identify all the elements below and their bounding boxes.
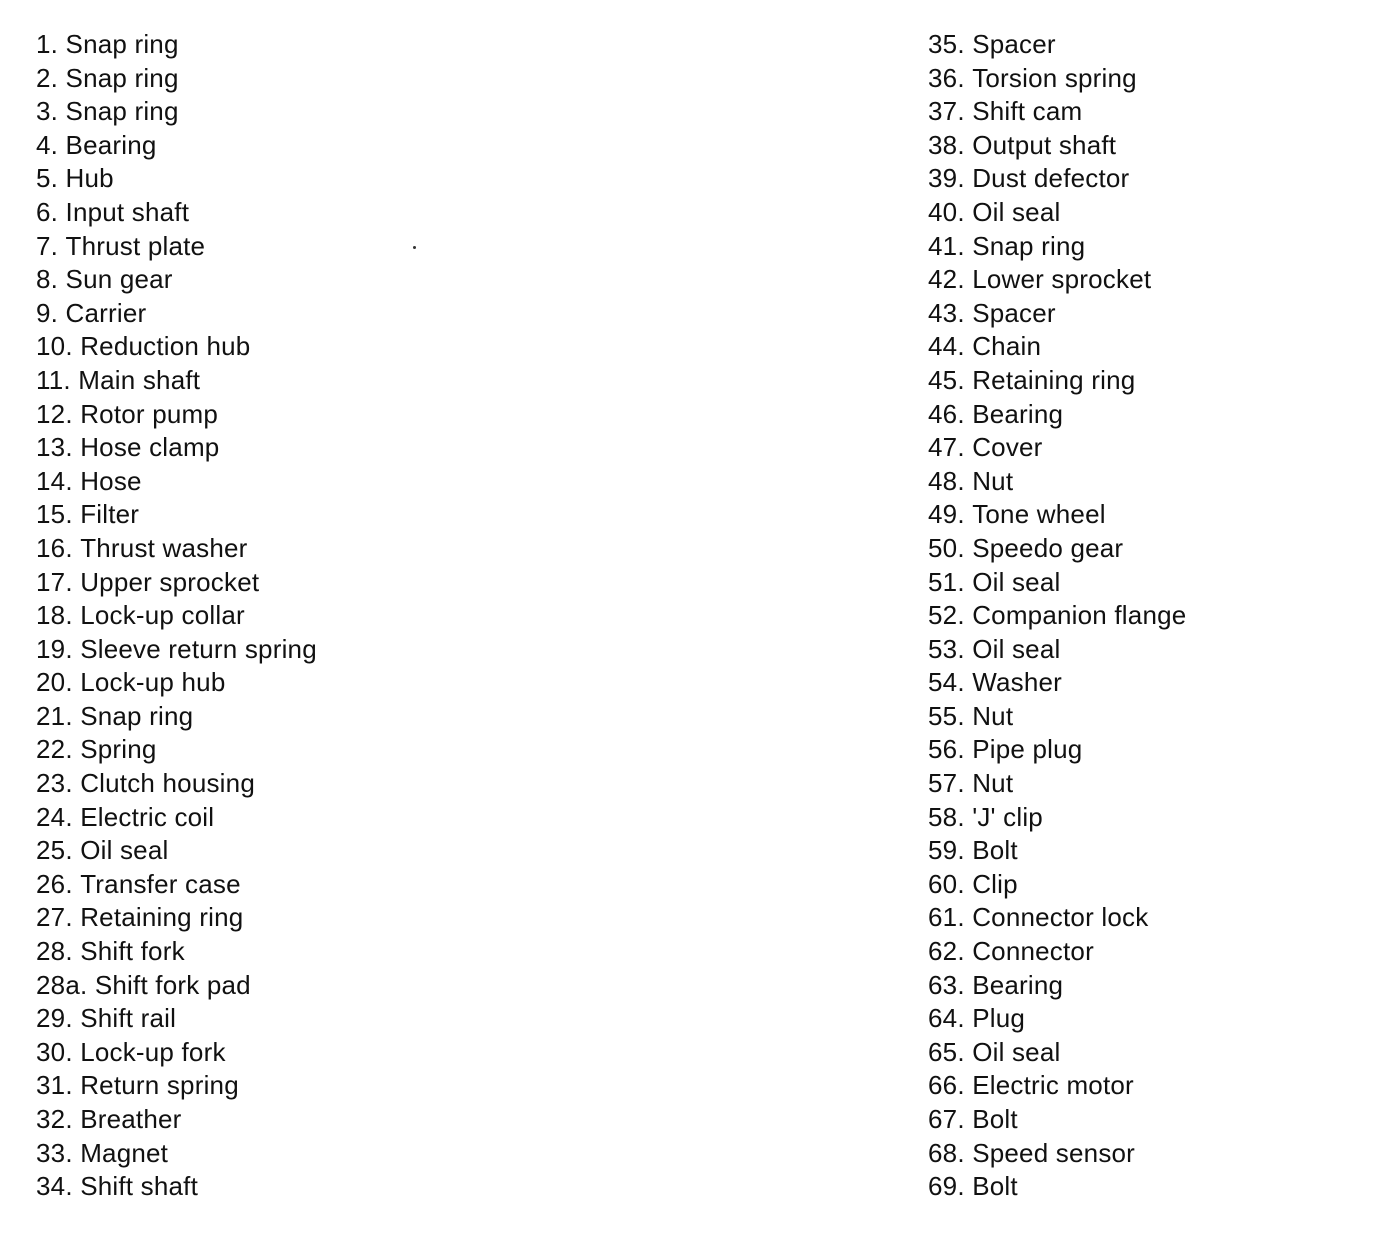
part-name: Oil seal — [80, 835, 169, 866]
part-name: Nut — [972, 768, 1014, 799]
part-number: 39. — [928, 163, 965, 194]
part-name: Bearing — [65, 129, 157, 160]
parts-list-left — [36, 28, 556, 1204]
part-number: 59. — [928, 835, 965, 866]
part-name: Bolt — [972, 1171, 1018, 1202]
part-number: 17. — [36, 566, 73, 597]
part-list-item — [928, 431, 1348, 465]
part-list-item — [36, 1069, 556, 1103]
part-list-item — [928, 1069, 1348, 1103]
part-number: 28. — [36, 936, 73, 967]
part-number: 52. — [928, 600, 965, 631]
part-name: Clip — [972, 868, 1018, 899]
part-number: 43. — [928, 297, 965, 328]
part-list-item — [36, 666, 556, 700]
part-list-item — [36, 935, 556, 969]
part-number: 12. — [36, 398, 73, 429]
part-name: Snap ring — [80, 700, 194, 731]
part-name: Shift fork — [80, 936, 185, 967]
part-name: Oil seal — [972, 196, 1061, 227]
part-list-item — [36, 263, 556, 297]
part-list-item — [36, 868, 556, 902]
part-number: 56. — [928, 734, 965, 765]
part-list-item — [36, 1170, 556, 1204]
part-name: Bearing — [972, 398, 1064, 429]
part-list-item — [928, 1103, 1348, 1137]
part-name: Electric coil — [80, 801, 215, 832]
part-number: 57. — [928, 768, 965, 799]
part-list-item — [36, 330, 556, 364]
part-name: Upper sprocket — [80, 566, 260, 597]
part-list-item — [36, 364, 556, 398]
part-name: Thrust plate — [65, 230, 206, 261]
part-name: Thrust washer — [80, 532, 248, 563]
part-list-item — [928, 1170, 1348, 1204]
part-list-item — [928, 1137, 1348, 1171]
part-name: Oil seal — [972, 633, 1061, 664]
part-number: 58. — [928, 801, 965, 832]
part-name: Snap ring — [65, 62, 179, 93]
part-number: 38. — [928, 129, 965, 160]
part-name: Output shaft — [972, 129, 1117, 160]
part-name: Rotor pump — [80, 398, 219, 429]
part-number: 22. — [36, 734, 73, 765]
part-name: Speedo gear — [972, 532, 1124, 563]
part-list-item — [928, 700, 1348, 734]
part-list-item — [36, 1036, 556, 1070]
part-number: 7. — [36, 230, 59, 261]
part-number: 54. — [928, 667, 965, 698]
part-list-item — [36, 599, 556, 633]
part-number: 32. — [36, 1104, 73, 1134]
part-number: 18. — [36, 600, 73, 631]
part-number: 50. — [928, 532, 965, 563]
part-list-item — [928, 532, 1348, 566]
part-list-item — [928, 364, 1348, 398]
part-list-item — [928, 633, 1348, 667]
part-number: 5. — [36, 163, 59, 194]
part-number: 47. — [928, 432, 965, 463]
part-number: 31. — [36, 1070, 73, 1101]
part-list-item — [36, 1137, 556, 1171]
part-number: 48. — [928, 465, 965, 496]
part-number: 69. — [928, 1171, 965, 1202]
part-name: Lock-up fork — [80, 1036, 226, 1067]
part-number: 14. — [36, 465, 73, 496]
part-name: Input shaft — [65, 196, 190, 227]
part-number: 9. — [36, 297, 59, 328]
part-number: 19. — [36, 633, 73, 664]
part-number: 33. — [36, 1137, 73, 1168]
part-list-item — [928, 263, 1348, 297]
part-number: 16. — [36, 532, 73, 563]
part-list-item — [36, 834, 556, 868]
part-number: 29. — [36, 1003, 73, 1034]
part-name: Torsion spring — [972, 62, 1137, 93]
part-number: 51. — [928, 566, 965, 597]
part-name: Nut — [972, 700, 1014, 731]
part-number: 44. — [928, 331, 965, 362]
part-list-item — [928, 398, 1348, 432]
part-list-item — [928, 330, 1348, 364]
part-name: Chain — [972, 331, 1042, 362]
part-number: 3. — [36, 96, 59, 127]
part-number: 11. — [36, 364, 71, 395]
part-number: 4. — [36, 129, 59, 160]
part-list-item — [36, 431, 556, 465]
part-name: Nut — [972, 465, 1014, 496]
part-list-item — [36, 28, 556, 62]
part-list-item — [928, 230, 1348, 264]
part-list-item — [928, 801, 1348, 835]
part-name: Snap ring — [65, 96, 179, 127]
part-list-item — [36, 95, 556, 129]
part-number: 23. — [36, 768, 73, 799]
part-name: Cover — [972, 432, 1043, 463]
part-number: 65. — [928, 1036, 965, 1067]
part-name: Retaining ring — [80, 902, 244, 933]
part-name: Bolt — [972, 1104, 1018, 1134]
part-name: Pipe plug — [972, 734, 1083, 765]
part-number: 13. — [36, 432, 73, 463]
part-name: Lock-up collar — [80, 600, 245, 631]
part-name: Spacer — [972, 297, 1056, 328]
part-number: 46. — [928, 398, 965, 429]
part-list-item — [928, 868, 1348, 902]
part-list-item — [928, 1002, 1348, 1036]
part-number: 6. — [36, 196, 59, 227]
part-list-item — [928, 95, 1348, 129]
part-number: 68. — [928, 1137, 965, 1168]
part-number: 55. — [928, 700, 965, 731]
part-number: 8. — [36, 264, 59, 295]
part-list-item — [928, 901, 1348, 935]
part-list-item — [928, 566, 1348, 600]
part-number: 24. — [36, 801, 73, 832]
part-number: 25. — [36, 835, 73, 866]
part-list-item — [36, 901, 556, 935]
part-list-item — [36, 498, 556, 532]
part-name: Washer — [972, 667, 1063, 698]
part-list-item — [928, 599, 1348, 633]
part-name: Bolt — [972, 835, 1018, 866]
part-number: 42. — [928, 264, 965, 295]
part-number: 34. — [36, 1171, 73, 1202]
part-list-item — [36, 398, 556, 432]
part-list-item — [36, 767, 556, 801]
part-list-item — [36, 196, 556, 230]
part-number: 15. — [36, 499, 73, 530]
part-list-item — [928, 935, 1348, 969]
part-list-item — [36, 297, 556, 331]
part-list-item — [928, 465, 1348, 499]
part-number: 20. — [36, 667, 73, 698]
part-name: Reduction hub — [80, 331, 251, 362]
part-name: Oil seal — [972, 1036, 1061, 1067]
part-list-item — [36, 733, 556, 767]
part-name: Hose clamp — [80, 432, 220, 463]
part-name: Lock-up hub — [80, 667, 226, 698]
part-list-item — [36, 700, 556, 734]
part-name: Oil seal — [972, 566, 1061, 597]
part-name: Shift fork pad — [94, 969, 251, 1000]
part-list-item — [928, 62, 1348, 96]
part-name: Shift shaft — [80, 1171, 199, 1202]
part-number: 1. — [36, 29, 59, 59]
part-name: Snap ring — [65, 29, 179, 59]
part-list-item — [928, 834, 1348, 868]
part-name: Breather — [80, 1104, 182, 1134]
part-list-item — [36, 532, 556, 566]
part-name: 'J' clip — [972, 801, 1043, 832]
part-list-item — [928, 129, 1348, 163]
part-name: Companion flange — [972, 600, 1187, 631]
part-list-item — [928, 969, 1348, 1003]
part-number: 2. — [36, 62, 59, 93]
part-list-item — [928, 297, 1348, 331]
part-list-item — [928, 28, 1348, 62]
part-list-item — [36, 162, 556, 196]
part-name: Plug — [972, 1003, 1026, 1034]
part-number: 26. — [36, 868, 73, 899]
part-list-item — [928, 1036, 1348, 1070]
part-number: 66. — [928, 1070, 965, 1101]
part-name: Hub — [65, 163, 114, 194]
part-name: Spring — [80, 734, 157, 765]
part-number: 53. — [928, 633, 965, 664]
part-name: Dust defector — [972, 163, 1130, 194]
part-list-item — [928, 666, 1348, 700]
part-number: 21. — [36, 700, 73, 731]
part-list-item — [36, 566, 556, 600]
part-number: 61. — [928, 902, 965, 933]
stray-dot — [413, 246, 416, 249]
part-number: 10. — [36, 331, 73, 362]
part-number: 28a. — [36, 969, 88, 1000]
part-list-item — [36, 129, 556, 163]
part-number: 49. — [928, 499, 965, 530]
part-name: Shift rail — [80, 1003, 177, 1034]
parts-list-right — [928, 28, 1348, 1204]
part-number: 45. — [928, 364, 965, 395]
part-number: 62. — [928, 936, 965, 967]
part-number: 63. — [928, 969, 965, 1000]
part-list-item — [36, 1002, 556, 1036]
part-name: Lower sprocket — [972, 264, 1152, 295]
part-name: Transfer case — [80, 868, 241, 899]
part-number: 30. — [36, 1036, 73, 1067]
part-name: Main shaft — [78, 364, 201, 395]
part-number: 27. — [36, 902, 73, 933]
part-name: Clutch housing — [80, 768, 255, 799]
part-name: Electric motor — [972, 1070, 1134, 1101]
part-name: Tone wheel — [972, 499, 1106, 530]
part-number: 67. — [928, 1104, 965, 1134]
part-list-item — [928, 162, 1348, 196]
part-list-item — [928, 196, 1348, 230]
part-name: Carrier — [65, 297, 147, 328]
part-list-item — [36, 230, 556, 264]
part-name: Sleeve return spring — [80, 633, 317, 664]
part-number: 35. — [928, 29, 965, 59]
part-name: Sun gear — [65, 264, 173, 295]
part-number: 40. — [928, 196, 965, 227]
part-list-item — [36, 62, 556, 96]
part-name: Connector — [972, 936, 1094, 967]
part-number: 64. — [928, 1003, 965, 1034]
part-name: Return spring — [80, 1070, 239, 1101]
part-list-item — [36, 1103, 556, 1137]
part-name: Connector lock — [972, 902, 1149, 933]
part-name: Hose — [80, 465, 142, 496]
part-list-item — [36, 633, 556, 667]
part-name: Magnet — [80, 1137, 169, 1168]
part-list-item — [928, 498, 1348, 532]
part-number: 36. — [928, 62, 965, 93]
part-list-item — [928, 767, 1348, 801]
part-name: Speed sensor — [972, 1137, 1136, 1168]
part-name: Shift cam — [972, 96, 1083, 127]
part-number: 60. — [928, 868, 965, 899]
part-name: Retaining ring — [972, 364, 1136, 395]
part-list-item — [928, 733, 1348, 767]
part-list-item — [36, 969, 556, 1003]
part-list-item — [36, 801, 556, 835]
part-name: Snap ring — [972, 230, 1086, 261]
part-name: Filter — [80, 499, 140, 530]
part-name: Bearing — [972, 969, 1064, 1000]
part-list-item — [36, 465, 556, 499]
part-name: Spacer — [972, 29, 1056, 59]
part-number: 37. — [928, 96, 965, 127]
part-number: 41. — [928, 230, 965, 261]
